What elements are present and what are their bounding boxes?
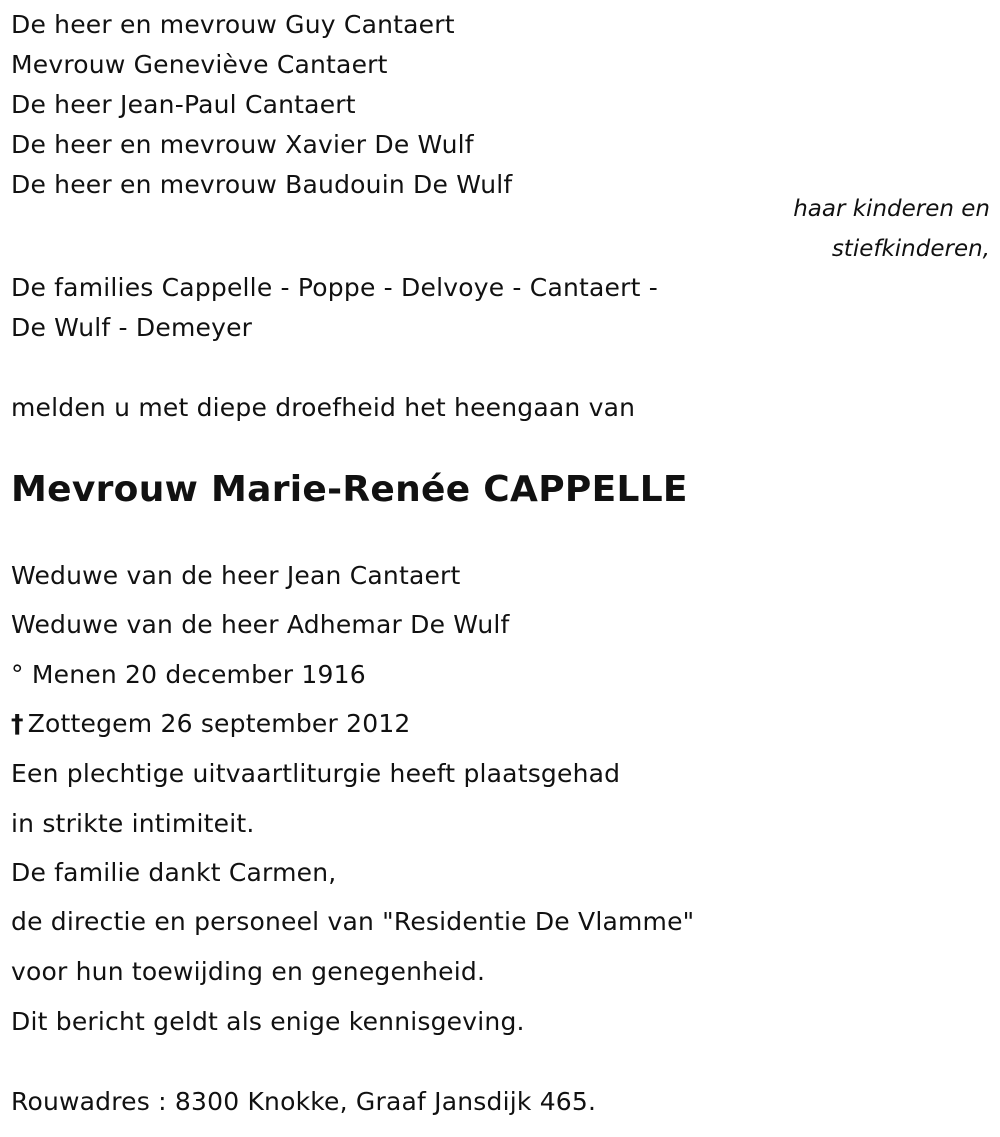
- liturgy-line2: in strikte intimiteit.: [11, 809, 255, 838]
- announcement-text: melden u met diepe droefheid het heengaan van: [11, 393, 636, 422]
- thanks-line3: voor hun toewijding en genegenheid.: [11, 957, 486, 986]
- widow-line2: Weduwe van de heer Adhemar De Wulf: [11, 610, 510, 639]
- mourner-line: De heer en mevrouw Baudouin De Wulf: [11, 170, 513, 199]
- birth-symbol: °: [11, 660, 24, 689]
- deceased-name: Mevrouw Marie-Renée CAPPELLE: [11, 469, 688, 510]
- birth-line: [11, 660, 366, 690]
- death-line: [11, 709, 411, 739]
- families-line1: De families Cappelle - Poppe - Delvoye - Cantaert -: [11, 273, 658, 302]
- families-line2: De Wulf - Demeyer: [11, 313, 253, 342]
- mourner-line: De heer en mevrouw Guy Cantaert: [11, 10, 455, 39]
- notice-line: Dit bericht geldt als enige kennisgeving.: [11, 1007, 525, 1036]
- birth-text: Menen 20 december 1916: [31, 660, 366, 689]
- death-text: Zottegem 26 september 2012: [27, 709, 411, 738]
- thanks-line2: de directie en personeel van "Residentie De Vlamme": [11, 907, 695, 936]
- relation-note-line1: haar kinderen en: [793, 196, 990, 222]
- relation-note-line2: stiefkinderen,: [831, 236, 990, 262]
- mourning-address: Rouwadres : 8300 Knokke, Graaf Jansdijk 465.: [11, 1087, 597, 1116]
- mourner-line: Mevrouw Geneviève Cantaert: [11, 50, 388, 79]
- liturgy-line1: Een plechtige uitvaartliturgie heeft plaatsgehad: [11, 759, 621, 788]
- mourner-line: De heer en mevrouw Xavier De Wulf: [11, 130, 474, 159]
- mourner-line: De heer Jean-Paul Cantaert: [11, 90, 356, 119]
- cross-icon: †: [11, 709, 24, 738]
- thanks-line1: De familie dankt Carmen,: [11, 858, 337, 887]
- widow-line1: Weduwe van de heer Jean Cantaert: [11, 561, 461, 590]
